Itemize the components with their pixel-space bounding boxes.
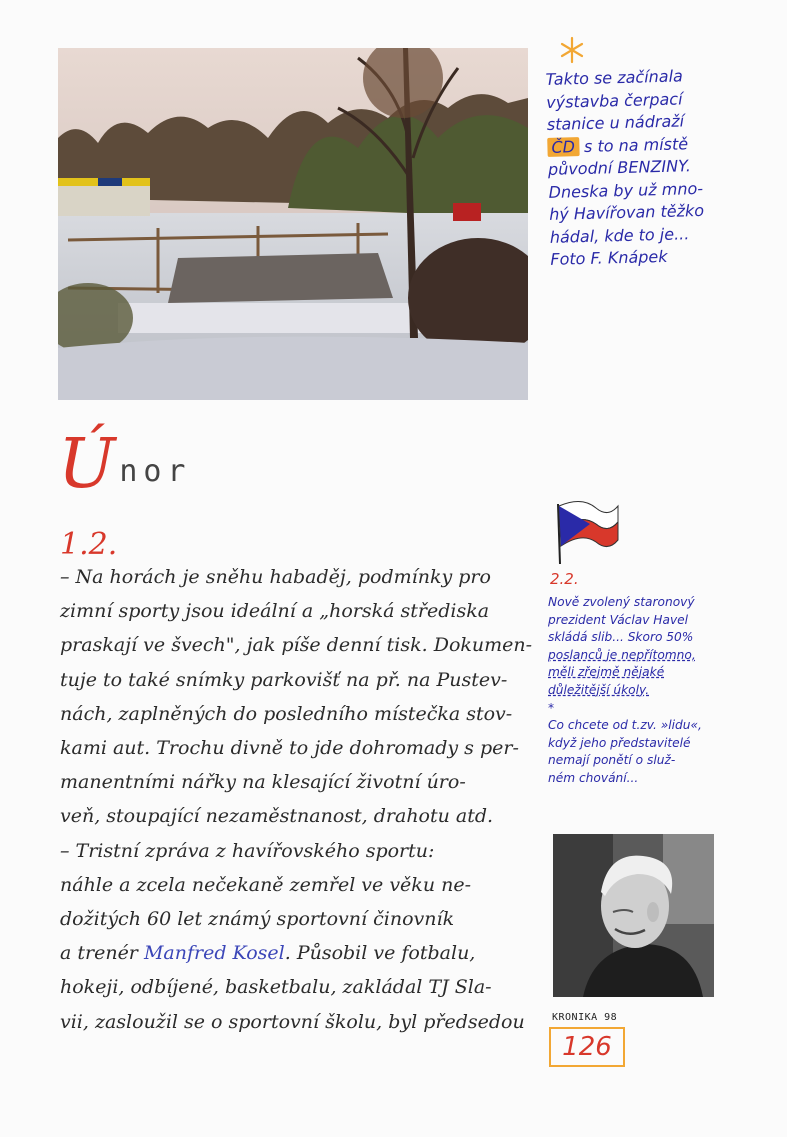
month-rest: nor xyxy=(119,454,192,489)
entry-text xyxy=(60,560,544,1039)
note-line: ném chování... xyxy=(548,770,639,785)
construction-photo xyxy=(58,48,528,400)
entry-date: 2.2. xyxy=(550,570,579,588)
text-line: tuje to také snímky parkovišť na př. na Pustev- xyxy=(60,668,508,691)
note-line: skládá slib... Skoro 50% xyxy=(548,630,694,645)
person-name: Manfred Kosel xyxy=(143,942,285,965)
page-number: 126 xyxy=(549,1027,625,1067)
text-fragment: a trenér xyxy=(60,942,138,965)
text-line: nách, zaplněných do posledního místečka stov- xyxy=(60,702,513,725)
caption-line: s to na místě xyxy=(583,133,689,156)
text-line: manentními nářky na klesající životní úro- xyxy=(60,771,466,794)
caption-line: hádal, kde to je... xyxy=(549,223,690,247)
photo-credit: Foto F. Knápek xyxy=(550,246,668,269)
note-line: poslanců je nepřítomno, xyxy=(548,647,696,662)
czech-flag-icon xyxy=(552,496,624,566)
side-note xyxy=(548,594,778,788)
text-line-with-name xyxy=(60,936,544,970)
month-heading xyxy=(58,425,192,505)
portrait-photo xyxy=(553,834,714,997)
text-line: – Tristní zpráva z havířovského sportu: xyxy=(60,839,435,862)
note-line: prezident Václav Havel xyxy=(548,612,689,627)
highlighted-abbreviation: ČD xyxy=(547,137,579,157)
text-line: – Na horách je sněhu habaděj, podmínky pro xyxy=(60,566,491,588)
note-line: nemají ponětí o služ- xyxy=(548,753,676,768)
asterisk-icon xyxy=(560,36,584,64)
chronicle-label: KRONIKA 98 xyxy=(552,1012,618,1023)
entry-date: 1.2. xyxy=(60,527,118,562)
month-initial: Ú xyxy=(58,425,116,504)
text-fragment: . Působil ve fotbalu, xyxy=(284,942,476,965)
note-line: Co chcete od t.zv. »lidu«, xyxy=(548,718,702,733)
caption-line: stanice u nádraží xyxy=(546,111,685,134)
asterisk-separator: * xyxy=(548,700,555,715)
text-line: hokeji, odbíjené, basketbalu, zakládal TJ Sla- xyxy=(60,976,492,999)
text-line: zimní sporty jsou ideální a „horská střediska xyxy=(60,600,490,623)
note-line: měli zřejmě nějaké xyxy=(548,665,665,680)
text-line: dožitých 60 let známý sportovní činovník xyxy=(60,908,455,931)
text-line: kami aut. Trochu divně to jde dohromady s per- xyxy=(60,737,519,760)
note-line: když jeho představitelé xyxy=(548,735,691,750)
caption-line: výstavba čerpací xyxy=(546,88,683,112)
caption-line: hý Havířovan těžko xyxy=(548,200,705,224)
caption-line: Takto se začínala xyxy=(545,66,684,89)
photo-caption xyxy=(545,63,775,271)
text-line: praskají ve švech", jak píše denní tisk. Dokumen- xyxy=(60,634,533,657)
caption-line: Dneska by už mno- xyxy=(548,178,704,202)
note-line: důležitější úkoly. xyxy=(548,682,650,697)
caption-line: původní BENZINY. xyxy=(547,156,692,179)
text-line: veň, stoupající nezaměstnanost, drahotu atd. xyxy=(60,805,494,828)
text-line: náhle a zcela nečekaně zemřel ve věku ne- xyxy=(60,873,471,896)
note-line: Nově zvolený staronový xyxy=(548,595,695,609)
text-line: vii, zasloužil se o sportovní školu, byl předsedou xyxy=(60,1010,525,1033)
